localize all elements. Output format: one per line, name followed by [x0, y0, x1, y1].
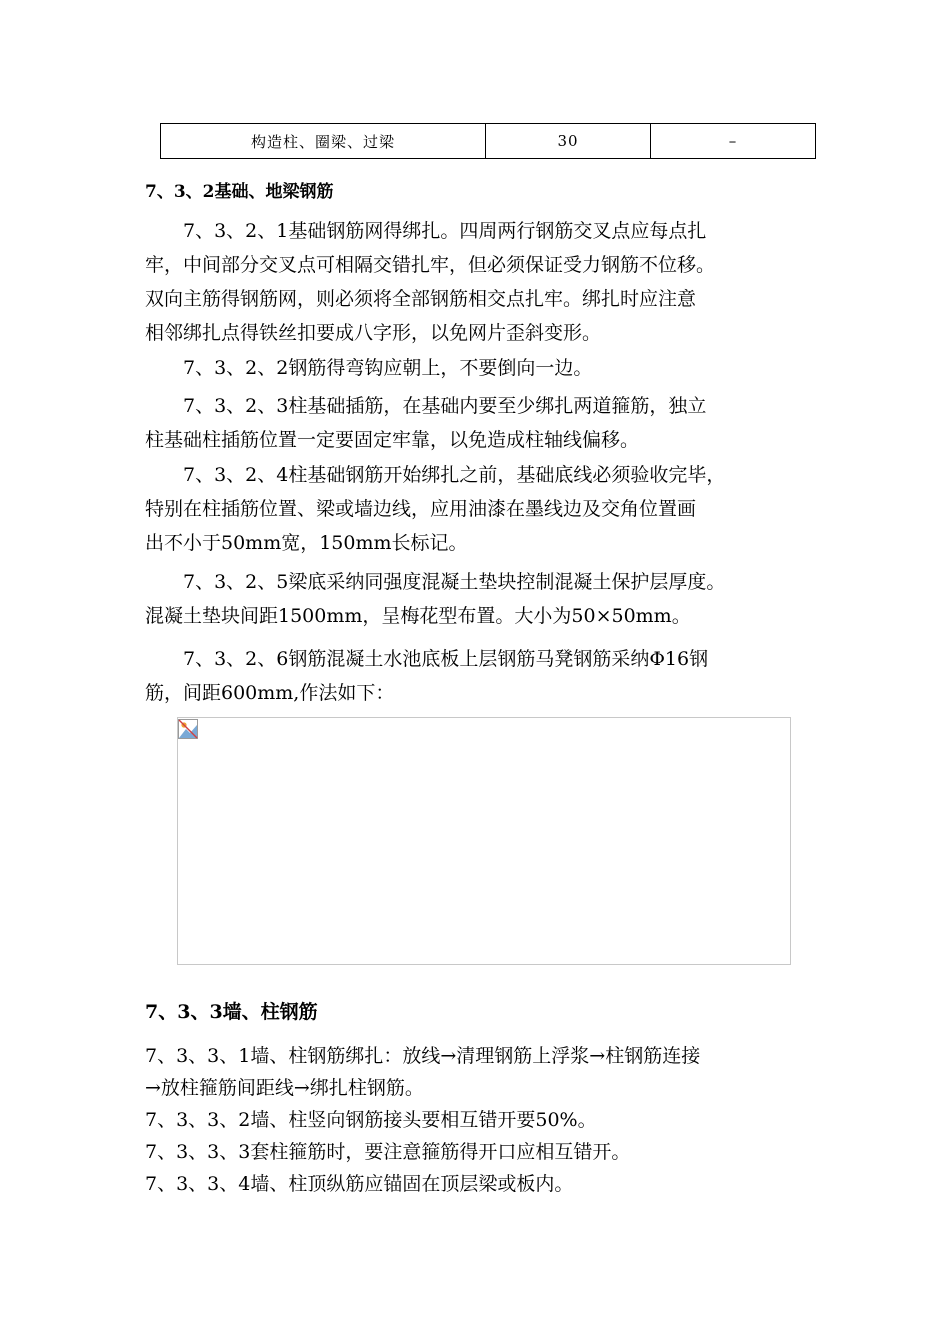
paragraph-line: 特别在柱插筋位置、梁或墙边线，应用油漆在墨线边及交角位置画 [145, 498, 697, 520]
list-line: 7、3、3、3套柱箍筋时，要注意箍筋得开口应相互错开。 [145, 1141, 631, 1163]
paragraph-line: 牢，中间部分交叉点可相隔交错扎牢，但必须保证受力钢筋不位移。 [145, 254, 716, 276]
list-line: 7、3、3、4墙、柱顶纵筋应锚固在顶层梁或板内。 [145, 1173, 574, 1195]
paragraph-line: 7、3、2、6钢筋混凝土水池底板上层钢筋马凳钢筋采纳Φ16钢 [183, 648, 709, 670]
list-line: 7、3、3、2墙、柱竖向钢筋接头要相互错开要50%。 [145, 1109, 597, 1131]
list-line: →放柱箍筋间距线→绑扎柱钢筋。 [145, 1077, 424, 1099]
paragraph-line: 双向主筋得钢筋网，则必须将全部钢筋相交点扎牢。绑扎时应注意 [145, 288, 697, 310]
paragraph-line: 7、3、2、1基础钢筋网得绑扎。四周两行钢筋交叉点应每点扎 [183, 220, 707, 242]
table-cell-value: 30 [486, 124, 651, 159]
paragraph-7322 [145, 351, 835, 385]
paragraph-line: 7、3、2、4柱基础钢筋开始绑扎之前，基础底线必须验收完毕， [183, 464, 726, 486]
table-row [161, 124, 816, 159]
paragraph-7324 [145, 458, 835, 560]
list-item-7332 [145, 1104, 835, 1136]
paragraph-line: 7、3、2、3柱基础插筋，在基础内要至少绑扎两道箍筋，独立 [183, 395, 707, 417]
table-cell-extra: – [651, 124, 816, 159]
spec-table [160, 123, 816, 159]
list-item-7333 [145, 1136, 835, 1168]
section-heading-wall-column: 7、3、3墙、柱钢筋 [145, 1001, 318, 1023]
paragraph-line: 7、3、2、5梁底采纳同强度混凝土垫块控制混凝土保护层厚度。 [183, 571, 726, 593]
list-item-7334 [145, 1168, 835, 1200]
paragraph-line: 筋，间距600mm,作法如下： [145, 682, 395, 704]
paragraph-line: 7、3、2、2钢筋得弯钩应朝上，不要倒向一边。 [183, 357, 593, 379]
paragraph-line: 相邻绑扎点得铁丝扣要成八字形，以免网片歪斜变形。 [145, 322, 602, 344]
broken-image-icon [178, 719, 198, 739]
paragraph-line: 混凝土垫块间距1500mm，呈梅花型布置。大小为50×50mm。 [145, 605, 691, 627]
paragraph-7321 [145, 214, 835, 350]
list-line: 7、3、3、1墙、柱钢筋绑扎：放线→清理钢筋上浮浆→柱钢筋连接 [145, 1045, 701, 1067]
paragraph-7325 [145, 565, 835, 633]
paragraph-7326 [145, 642, 835, 710]
paragraph-line: 出不小于50mm宽，150mm长标记。 [145, 532, 468, 554]
section-heading-foundation: 7、3、2基础、地梁钢筋 [145, 182, 334, 202]
paragraph-line: 柱基础柱插筋位置一定要固定牢靠，以免造成柱轴线偏移。 [145, 429, 640, 451]
figure-image-frame [177, 717, 791, 965]
table-cell-member: 构造柱、圈梁、过梁 [161, 124, 486, 159]
list-item-7331 [145, 1040, 835, 1104]
paragraph-7323 [145, 389, 835, 457]
